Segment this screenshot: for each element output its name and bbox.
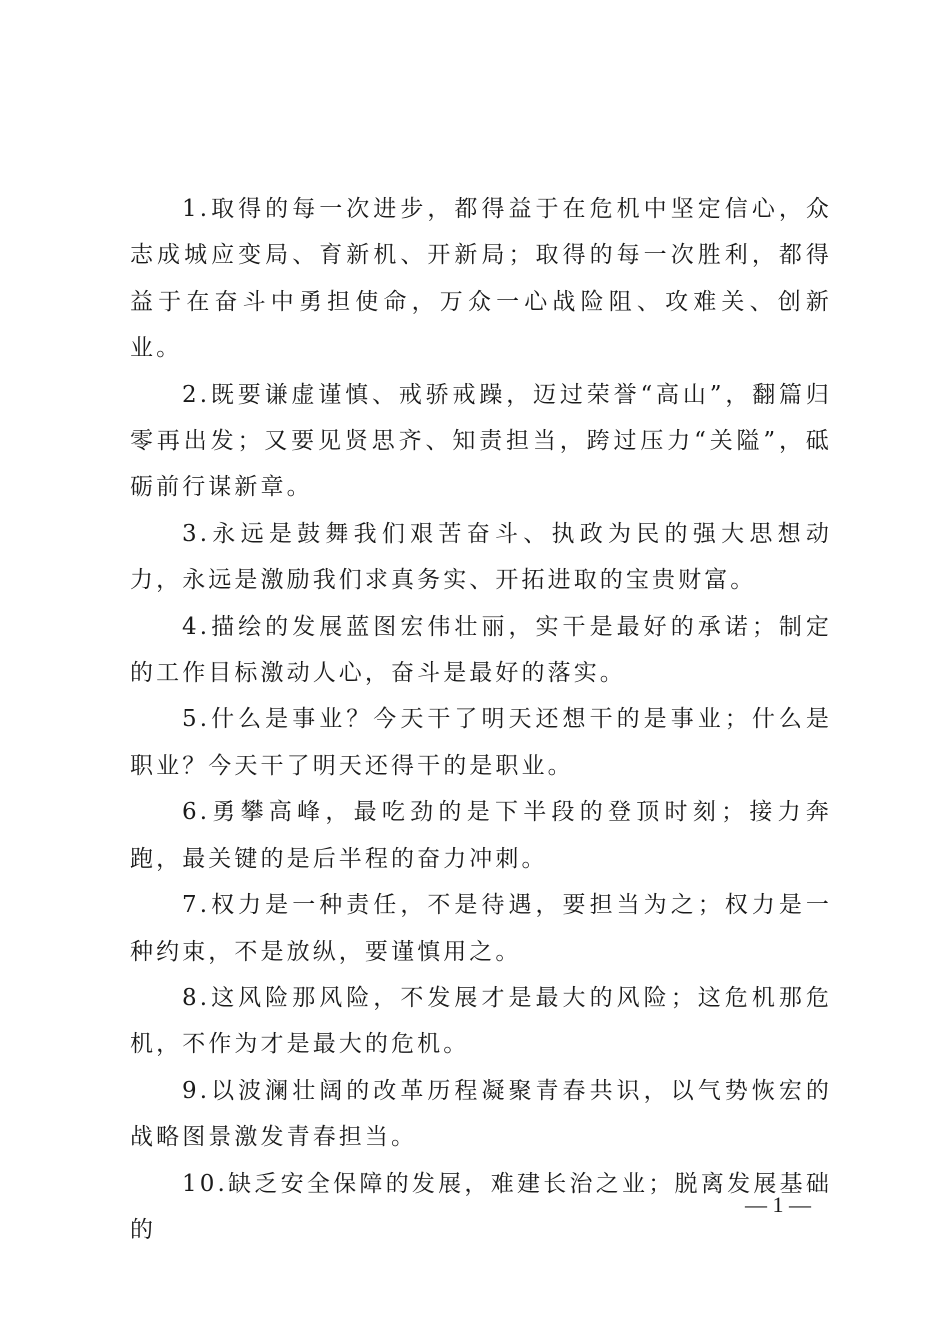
paragraph-7: 7.权力是一种责任，不是待遇，要担当为之；权力是一种约束，不是放纵，要谨慎用之。 [130,892,832,965]
paragraph-1: 1.取得的每一次进步，都得益于在危机中坚定信心，众志成城应变局、育新机、开新局；取得的每一次胜利，都得益于在奋斗中勇担使命，万众一心战险阻、攻难关、创新业。 [130,196,832,362]
document-body [130,186,832,1253]
paragraph-5: 5.什么是事业？今天干了明天还想干的是事业；什么是职业？今天干了明天还得干的是职业。 [130,706,832,779]
paragraph-4: 4.描绘的发展蓝图宏伟壮丽，实干是最好的承诺；制定的工作目标激动人心，奋斗是最好的落实。 [130,613,832,687]
page-number: — 1 — [745,1192,811,1217]
paragraph-9: 9.以波澜壮阔的改革历程凝聚青春共识，以气势恢宏的战略图景激发青春担当。 [130,1077,832,1151]
paragraph-8: 8.这风险那风险，不发展才是最大的风险；这危机那危机，不作为才是最大的危机。 [130,984,832,1058]
paragraph-2: 2.既要谦虚谨慎、戒骄戒躁，迈过荣誉“高山”，翻篇归零再出发；又要见贤思齐、知责担当，跨过压力“关隘”，砥砺前行谋新章。 [130,381,832,501]
paragraph-6: 6.勇攀高峰，最吃劲的是下半段的登顶时刻；接力奔跑，最关键的是后半程的奋力冲刺。 [130,799,832,872]
paragraph-10: 10.缺乏安全保障的发展，难建长治之业；脱离发展基础的 [130,1170,832,1243]
paragraph-3: 3.永远是鼓舞我们艰苦奋斗、执政为民的强大思想动力，永远是激励我们求真务实、开拓进取的宝贵财富。 [130,520,832,594]
